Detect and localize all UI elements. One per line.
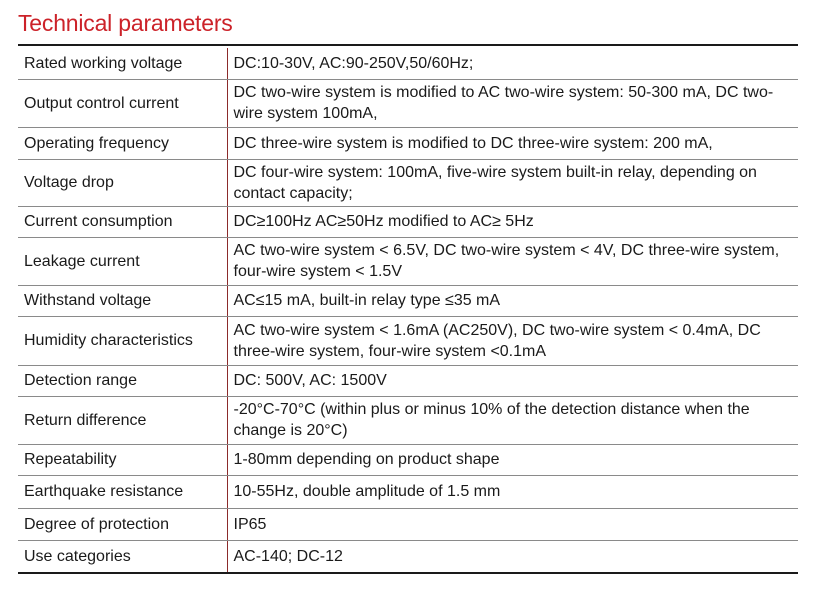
parameter-name: Leakage current	[18, 237, 227, 285]
parameter-value: IP65	[227, 508, 798, 540]
table-row	[18, 48, 798, 79]
parameter-value: DC three-wire system is modified to DC three-wire system: 200 mA,	[227, 127, 798, 159]
table-row	[18, 237, 798, 285]
table-row	[18, 444, 798, 475]
parameter-value: AC-140; DC-12	[227, 540, 798, 573]
table-row	[18, 285, 798, 316]
parameter-value: DC:10-30V, AC:90-250V,50/60Hz;	[227, 48, 798, 79]
parameter-name: Operating frequency	[18, 127, 227, 159]
parameter-value: DC two-wire system is modified to AC two-wire system: 50-300 mA, DC two-wire system 100mA,	[227, 79, 798, 127]
table-row	[18, 396, 798, 444]
parameter-name: Output control current	[18, 79, 227, 127]
parameter-name: Return difference	[18, 396, 227, 444]
table-row	[18, 365, 798, 396]
parameter-value: AC two-wire system < 1.6mA (AC250V), DC two-wire system < 0.4mA, DC three-wire system, four-wire system <0.1mA	[227, 316, 798, 365]
parameter-name: Use categories	[18, 540, 227, 573]
parameter-value: DC≥100Hz AC≥50Hz modified to AC≥ 5Hz	[227, 206, 798, 237]
parameter-value: DC four-wire system: 100mA, five-wire system built-in relay, depending on contact capacity;	[227, 159, 798, 206]
table-row	[18, 540, 798, 573]
table-row	[18, 79, 798, 127]
table-row	[18, 316, 798, 365]
parameter-value: 10-55Hz, double amplitude of 1.5 mm	[227, 475, 798, 508]
parameter-value: 1-80mm depending on product shape	[227, 444, 798, 475]
table-row	[18, 206, 798, 237]
parameter-name: Current consumption	[18, 206, 227, 237]
table-row	[18, 475, 798, 508]
parameter-value: AC≤15 mA, built-in relay type ≤35 mA	[227, 285, 798, 316]
table-row	[18, 508, 798, 540]
title-divider	[18, 44, 798, 46]
parameter-name: Earthquake resistance	[18, 475, 227, 508]
page-title: Technical parameters	[18, 10, 233, 36]
parameter-name: Detection range	[18, 365, 227, 396]
parameter-name: Degree of protection	[18, 508, 227, 540]
parameter-name: Rated working voltage	[18, 48, 227, 79]
parameter-name: Humidity characteristics	[18, 316, 227, 365]
table-row	[18, 159, 798, 206]
parameter-name: Voltage drop	[18, 159, 227, 206]
parameter-value: -20°C-70°C (within plus or minus 10% of the detection distance when the change is 20°C)	[227, 396, 798, 444]
parameter-name: Repeatability	[18, 444, 227, 475]
parameter-value: AC two-wire system < 6.5V, DC two-wire system < 4V, DC three-wire system, four-wire system < 1.5V	[227, 237, 798, 285]
parameter-name: Withstand voltage	[18, 285, 227, 316]
parameter-value: DC: 500V, AC: 1500V	[227, 365, 798, 396]
table-row	[18, 127, 798, 159]
parameters-table	[18, 48, 798, 574]
